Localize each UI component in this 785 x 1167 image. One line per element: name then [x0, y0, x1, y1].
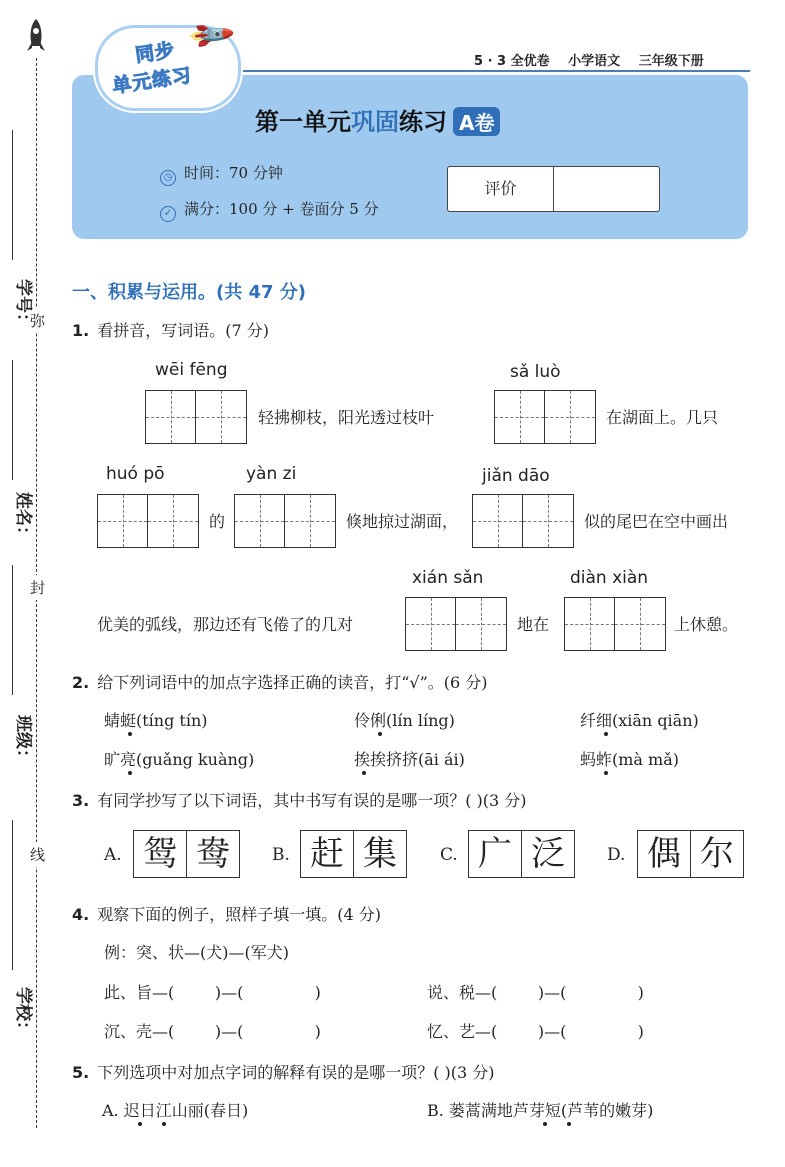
q3-option-d[interactable]: 偶 尔 — [637, 830, 744, 878]
clock-icon: ◷ — [160, 170, 176, 186]
emphasis-dot — [128, 732, 132, 736]
answer-grid-jiandao[interactable] — [472, 494, 574, 548]
evaluation-field[interactable] — [554, 168, 658, 210]
pinyin-yanzi: yàn zi — [246, 464, 297, 484]
school-line[interactable] — [12, 820, 14, 970]
pinyin-xiansan: xián sǎn — [412, 568, 484, 588]
answer-grid-xiansan[interactable] — [405, 597, 507, 651]
class-label: 班级： — [13, 715, 33, 766]
q2-item[interactable]: 挨挨挤挤(āi ái) — [354, 750, 465, 769]
q1-text-1: 轻拂柳枝，阳光透过枝叶 — [258, 408, 435, 427]
margin-char-feng: 封 — [30, 575, 45, 600]
name-line[interactable] — [12, 360, 14, 480]
q4-prompt: 4. 观察下面的例子，照样子填一填。(4 分) — [72, 905, 381, 924]
answer-grid-huopo[interactable] — [97, 494, 199, 548]
q3-option-b[interactable]: 赶 集 — [300, 830, 407, 878]
pinyin-huopo: huó pō — [106, 464, 165, 484]
emphasis-dot — [604, 732, 608, 736]
subject: 小学语文 — [568, 54, 621, 69]
check-icon: ✓ — [160, 206, 176, 222]
q2-item[interactable]: 伶俐(lín líng) — [354, 711, 455, 730]
emphasis-dot — [128, 771, 132, 775]
q4-row[interactable]: 说、税—( )—( ) — [427, 983, 644, 1002]
version-badge: A卷 — [453, 107, 500, 136]
student-id-line[interactable] — [12, 130, 14, 260]
margin-rocket-icon — [26, 18, 46, 56]
answer-grid-saluo[interactable] — [494, 390, 596, 444]
evaluation-label: 评价 — [448, 167, 554, 211]
student-id-label: 学号： — [13, 279, 33, 330]
q1-text-7: 地在 — [517, 615, 550, 634]
answer-grid-weifeng[interactable] — [145, 390, 247, 444]
q3-option-a-label[interactable]: A. — [104, 845, 122, 865]
margin-char-xian: 线 — [30, 842, 45, 867]
q2-item[interactable]: 纤细(xiān qiān) — [580, 711, 699, 730]
pinyin-dianxian: diàn xiàn — [570, 568, 649, 588]
q1-text-2: 在湖面上。几只 — [606, 408, 719, 427]
emphasis-dot — [138, 1122, 142, 1126]
time-info: ◷ 时间：70 分钟 — [160, 162, 283, 186]
q3-prompt: 3. 有同学抄写了以下词语，其中书写有误的是哪一项？( )(3 分) — [72, 791, 527, 810]
emphasis-dot — [543, 1122, 547, 1126]
margin-char-mi: 弥 — [30, 308, 45, 333]
header-meta — [460, 50, 704, 69]
rocket-icon: 🚀 — [185, 10, 237, 61]
q1-text-5: 似的尾巴在空中画出 — [584, 512, 729, 531]
q2-item[interactable]: 旷亮(guǎng kuàng) — [104, 750, 255, 769]
q4-example: 例：突、状—(犬)—(军犬) — [104, 943, 289, 962]
q1-text-4: 倏地掠过湖面， — [346, 512, 459, 531]
q2-item[interactable]: 蚂蚱(mà mǎ) — [580, 750, 679, 769]
header-rule — [190, 70, 750, 72]
pinyin-saluo: sǎ luò — [510, 362, 561, 382]
q1-text-6: 优美的弧线，那边还有飞倦了的几对 — [97, 615, 354, 634]
q3-option-a[interactable]: 鸳 鸯 — [133, 830, 240, 878]
q4-row[interactable]: 此、旨—( )—( ) — [104, 983, 321, 1002]
score-info: ✓ 满分：100 分 + 卷面分 5 分 — [160, 198, 379, 222]
q1-text-8: 上休憩。 — [674, 615, 739, 634]
school-label: 学校： — [13, 987, 33, 1038]
answer-grid-dianxian[interactable] — [564, 597, 666, 651]
q5-option-a[interactable]: A. 迟日江山丽(春日) — [102, 1101, 249, 1120]
q5-option-b[interactable]: B. 蒌蒿满地芦芽短(芦苇的嫩芽) — [427, 1101, 654, 1120]
emphasis-dot — [162, 1122, 166, 1126]
q5-prompt: 5. 下列选项中对加点字词的解释有误的是哪一项？( )(3 分) — [72, 1063, 495, 1082]
grade: 三年级下册 — [638, 54, 704, 69]
q4-row[interactable]: 忆、艺—( )—( ) — [427, 1022, 644, 1041]
q2-prompt: 2. 给下列词语中的加点字选择正确的读音，打“√”。(6 分) — [72, 673, 488, 692]
q2-item[interactable]: 蜻蜓(tíng tín) — [104, 711, 208, 730]
section-title: 一、积累与运用。(共 47 分) — [72, 282, 307, 303]
emphasis-dot — [362, 771, 366, 775]
q1-prompt: 1. 看拼音，写词语。(7 分) — [72, 321, 269, 340]
emphasis-dot — [567, 1122, 571, 1126]
pinyin-jiandao: jiǎn dāo — [482, 466, 550, 486]
answer-grid-yanzi[interactable] — [234, 494, 336, 548]
brand: 5 · 3 全优卷 — [474, 54, 550, 69]
emphasis-dot — [604, 771, 608, 775]
q3-option-c[interactable]: 广 泛 — [468, 830, 575, 878]
cloud-text-1: 同步 — [133, 39, 177, 67]
q4-row[interactable]: 沉、壳—( )—( ) — [104, 1022, 321, 1041]
emphasis-dot — [378, 732, 382, 736]
page-title: 第一单元巩固练习 A卷 — [255, 102, 500, 137]
pinyin-weifeng: wēi fēng — [155, 360, 228, 380]
cloud-text-2: 单元练习 — [111, 64, 194, 98]
q1-text-3: 的 — [209, 512, 226, 531]
q3-option-d-label[interactable]: D. — [607, 845, 626, 865]
q3-option-c-label[interactable]: C. — [440, 845, 458, 865]
q3-option-b-label[interactable]: B. — [272, 845, 290, 865]
class-line[interactable] — [12, 565, 14, 695]
name-label: 姓名： — [13, 492, 33, 543]
